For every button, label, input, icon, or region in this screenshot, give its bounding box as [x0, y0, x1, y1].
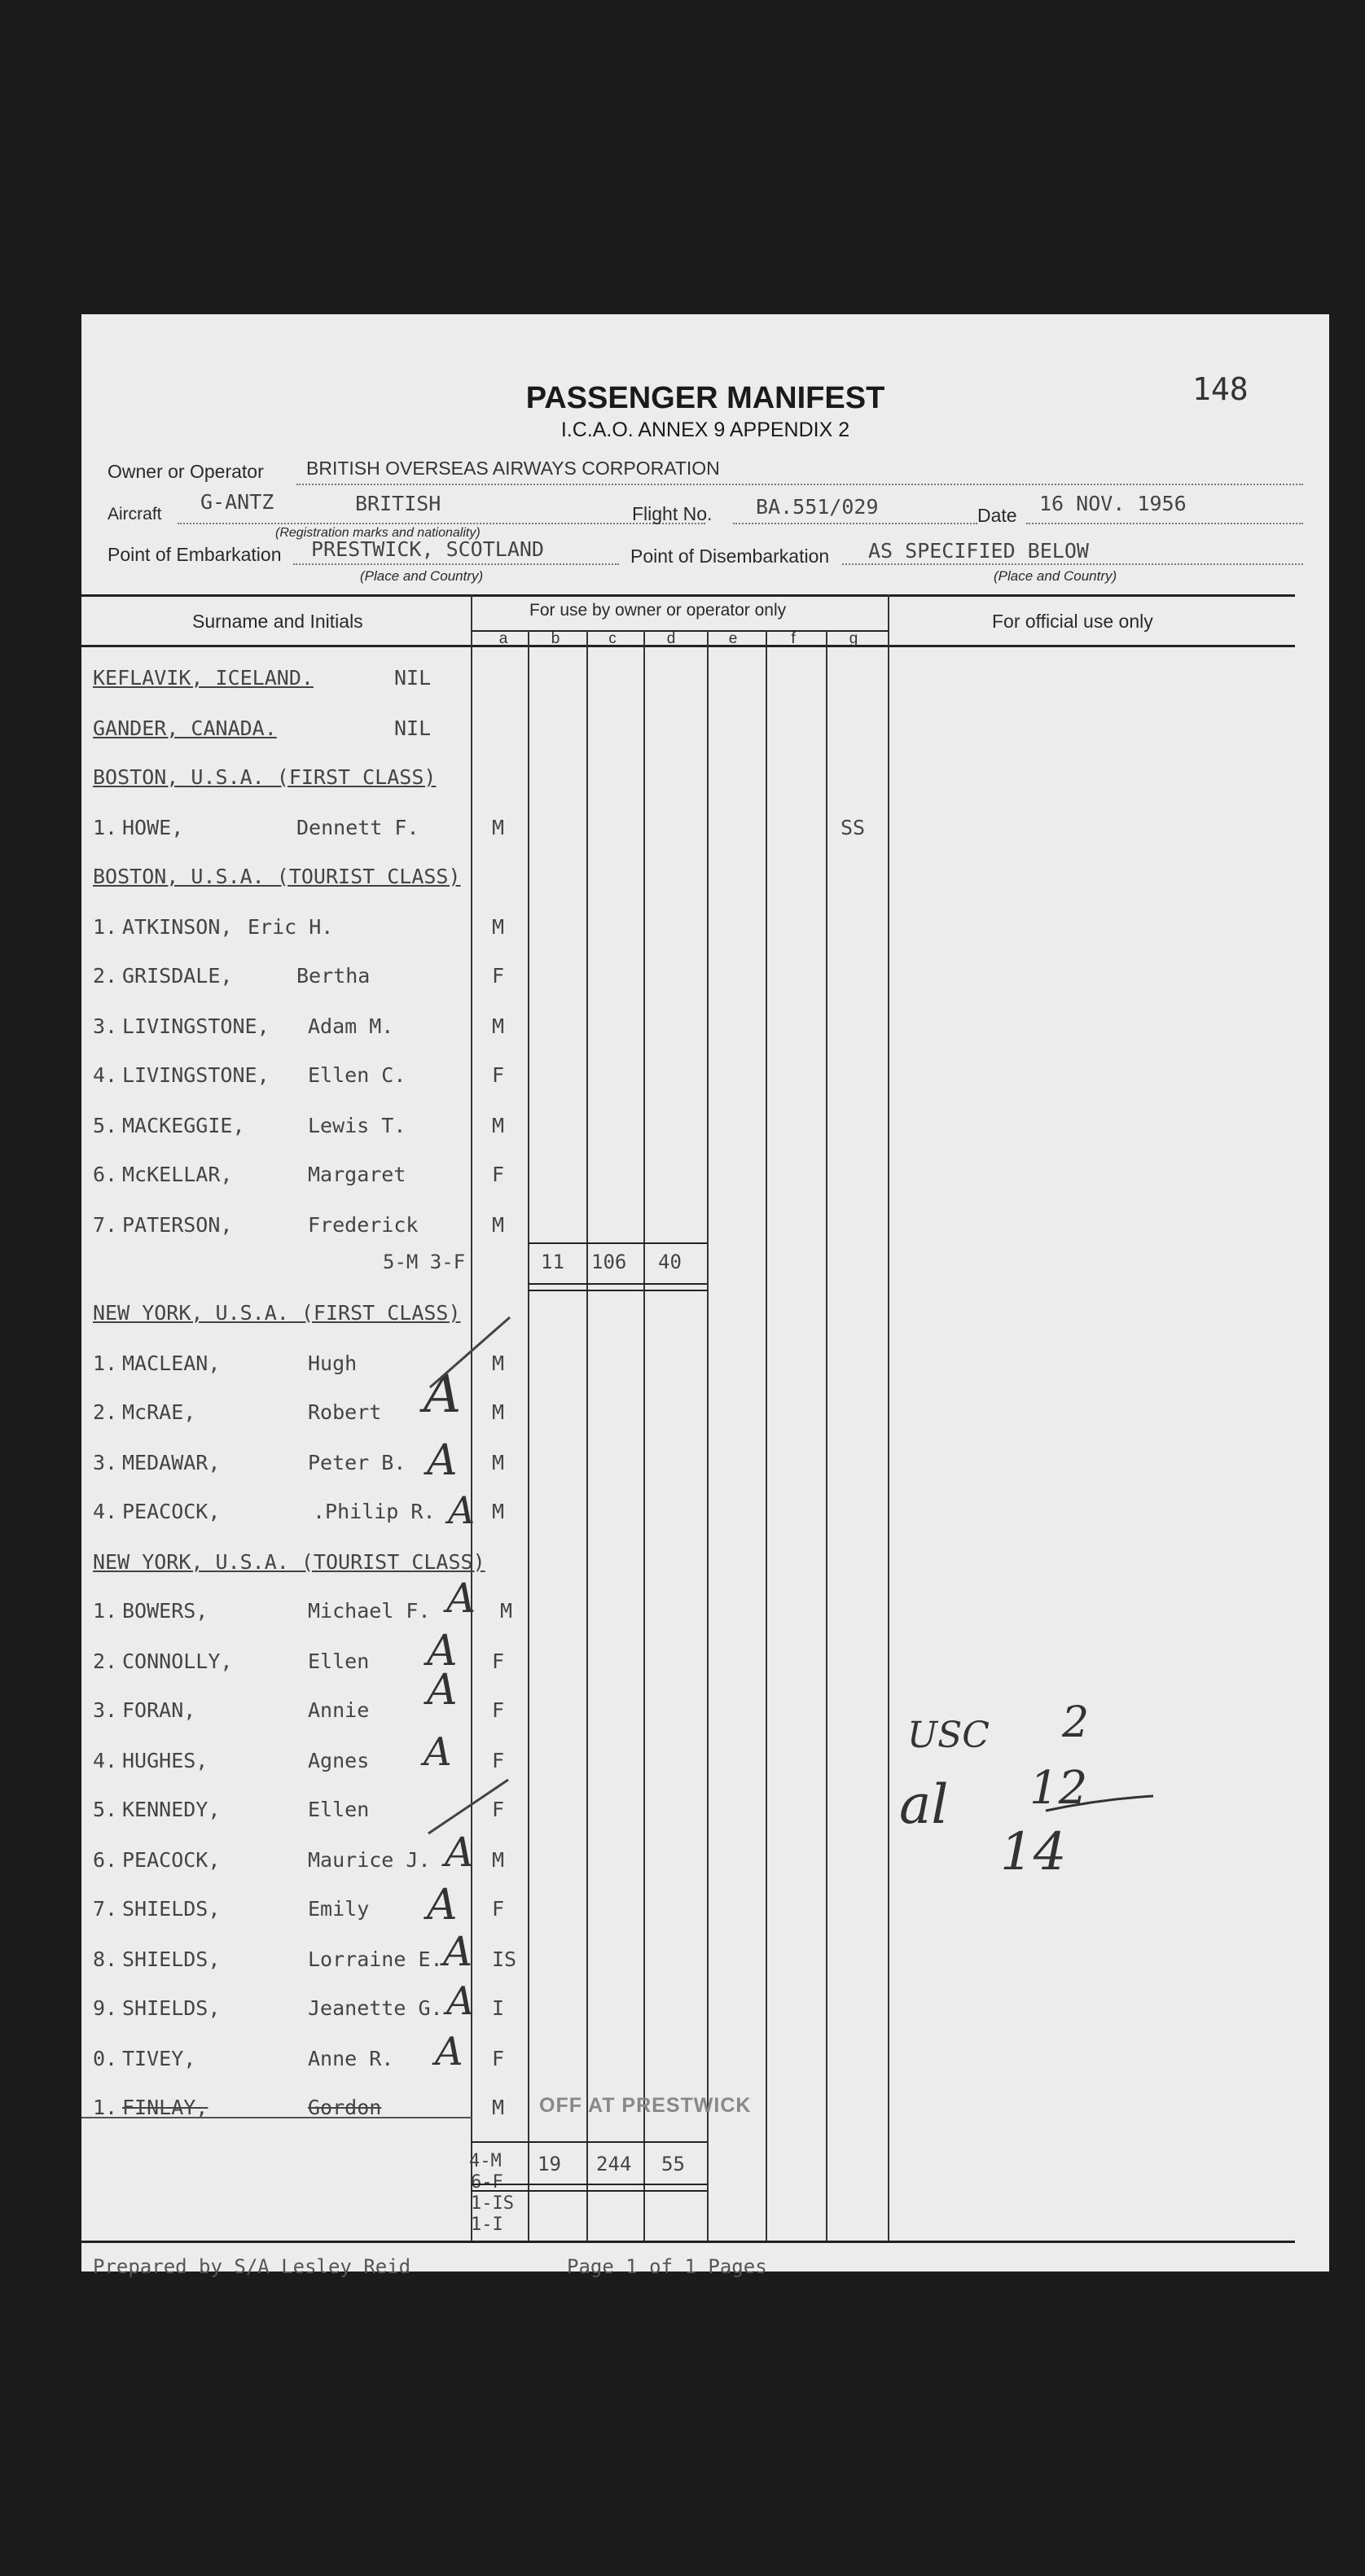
strike-through-line	[81, 2117, 472, 2118]
column-divider	[888, 594, 889, 2241]
embarkation-value: PRESTWICK, SCOTLAND	[311, 537, 544, 561]
passenger-surname: HUGHES,	[122, 1749, 208, 1772]
passenger-given-name: Eric H.	[248, 915, 334, 939]
column-letter-g: g	[849, 630, 858, 647]
passenger-sex: F	[492, 1798, 505, 1821]
passenger-number: 6.	[93, 1848, 118, 1872]
aircraft-label: Aircraft	[108, 505, 162, 524]
check-mark-a: A	[427, 1881, 458, 1930]
owner-label: Owner or Operator	[108, 461, 264, 482]
passenger-given-name: Jeanette G.	[308, 1996, 443, 2020]
page-number: 148	[1192, 371, 1249, 407]
boston-subtotal-label: 5-M 3-F	[383, 1251, 466, 1273]
column-letter-d: d	[666, 630, 676, 647]
passenger-sex: M	[492, 1451, 505, 1474]
boston-subtotal-d: 40	[658, 1251, 682, 1273]
passenger-sex: F	[492, 1897, 505, 1921]
subtotal-box-top	[471, 2141, 707, 2143]
passenger-given-name: Adam M.	[308, 1014, 394, 1038]
passenger-given-name: Ellen	[308, 1649, 370, 1673]
passenger-given-name: Dennett F.	[296, 816, 419, 839]
place-note-right: (Place and Country)	[994, 568, 1117, 584]
check-mark-a: A	[435, 2029, 463, 2074]
disembarkation-label: Point of Disembarkation	[630, 545, 830, 567]
passenger-surname: TIVEY,	[122, 2047, 196, 2070]
passenger-surname: LIVINGSTONE,	[122, 1014, 270, 1038]
passenger-given-name: Annie	[308, 1698, 370, 1722]
passenger-surname: ATKINSON,	[122, 915, 233, 939]
passenger-number: 2.	[93, 1649, 118, 1673]
passenger-sex: F	[492, 964, 505, 988]
passenger-number: 1.	[93, 2096, 118, 2119]
passenger-surname: MACLEAN,	[122, 1352, 221, 1375]
official-note-total: 14	[1000, 1822, 1067, 1882]
passenger-number: 3.	[93, 1451, 118, 1474]
ny-subtotal-b: 19	[538, 2153, 561, 2175]
passenger-surname: GRISDALE,	[122, 964, 233, 988]
place-note-left: (Place and Country)	[360, 568, 484, 584]
passenger-sex: F	[492, 1749, 505, 1772]
passenger-column-g: SS	[841, 816, 866, 839]
passenger-number: 5.	[93, 1798, 118, 1821]
passenger-given-name: Ellen	[308, 1798, 370, 1821]
aircraft-nationality: BRITISH	[355, 492, 441, 515]
flight-date: 16 NOV. 1956	[1039, 492, 1187, 515]
registration-note: (Registration marks and nationality)	[275, 526, 481, 540]
owner-line	[296, 484, 1303, 485]
passenger-sex: M	[492, 816, 505, 839]
passenger-number: 6.	[93, 1163, 118, 1186]
check-mark-a: A	[445, 1829, 475, 1876]
passenger-given-name: Maurice J.	[308, 1848, 431, 1872]
passenger-given-name: Frederick	[308, 1213, 419, 1237]
section-title: BOSTON, U.S.A. (TOURIST CLASS)	[93, 865, 461, 888]
passenger-number: 9.	[93, 1996, 118, 2020]
passenger-given-name: Gordon	[308, 2096, 382, 2119]
check-stroke	[422, 1312, 520, 1394]
subtotal-box-top	[528, 1242, 707, 1244]
passenger-sex: I	[492, 1996, 505, 2020]
passenger-sex: M	[492, 1500, 505, 1523]
check-mark-a: A	[424, 1729, 452, 1775]
subtotal-double-rule	[471, 2184, 707, 2185]
passenger-sex: IS	[492, 1947, 517, 1971]
check-mark-a: A	[448, 1488, 476, 1532]
prepared-by: Prepared by S/A Lesley Reid	[93, 2255, 411, 2278]
passenger-sex: M	[492, 1114, 505, 1137]
column-divider	[766, 630, 767, 2241]
section-title: KEFLAVIK, ICELAND.	[93, 666, 314, 690]
passenger-number: 4.	[93, 1500, 118, 1523]
manifest-sheet	[81, 314, 1329, 2278]
ny-subtotal-a-2: 6-F	[471, 2172, 503, 2193]
passenger-surname: SHIELDS,	[122, 1897, 221, 1921]
boston-subtotal-c: 106	[591, 1251, 627, 1273]
passenger-surname: PEACOCK,	[122, 1848, 221, 1872]
column-divider	[707, 630, 709, 2241]
passenger-sex: F	[492, 1063, 505, 1087]
passenger-sex: F	[492, 2047, 505, 2070]
official-note-usc: USC	[907, 1715, 990, 1756]
passenger-surname: HOWE,	[122, 816, 184, 839]
subtotal-double-rule	[528, 1283, 707, 1285]
passenger-number: 5.	[93, 1114, 118, 1137]
passenger-surname: PEACOCK,	[122, 1500, 221, 1523]
passenger-number: 7.	[93, 1213, 118, 1237]
passenger-number: 2.	[93, 964, 118, 988]
table-top-rule	[81, 594, 1295, 597]
passenger-number: 1.	[93, 1599, 118, 1623]
aircraft-line	[178, 523, 705, 524]
official-note-al-value: 12	[1029, 1762, 1088, 1815]
column-letter-f: f	[791, 630, 796, 647]
passenger-given-name: Ellen C.	[308, 1063, 406, 1087]
passenger-number: 3.	[93, 1698, 118, 1722]
passenger-number: 8.	[93, 1947, 118, 1971]
passenger-number: 3.	[93, 1014, 118, 1038]
passenger-number: 1.	[93, 816, 118, 839]
column-letter-e: e	[728, 630, 738, 647]
passenger-surname: KENNEDY,	[122, 1798, 221, 1821]
owner-value: BRITISH OVERSEAS AIRWAYS CORPORATION	[306, 458, 720, 479]
form-subtitle: I.C.A.O. ANNEX 9 APPENDIX 2	[560, 418, 850, 441]
page-count: Page 1 of 1 Pages	[567, 2255, 767, 2278]
passenger-sex: M	[492, 915, 505, 939]
disembarkation-value: AS SPECIFIED BELOW	[868, 539, 1089, 563]
passenger-number: 4.	[93, 1063, 118, 1087]
official-note-usc-value: 2	[1062, 1698, 1090, 1747]
passenger-given-name: Anne R.	[308, 2047, 394, 2070]
passenger-sex: M	[492, 1213, 505, 1237]
column-letter-c: c	[608, 630, 617, 647]
ny-subtotal-d: 55	[661, 2153, 685, 2175]
passenger-number: 1.	[93, 915, 118, 939]
passenger-surname: MEDAWAR,	[122, 1451, 221, 1474]
passenger-given-name: Agnes	[308, 1749, 370, 1772]
column-divider	[586, 630, 588, 2241]
passenger-sex: F	[492, 1698, 505, 1722]
ny-subtotal-c: 244	[596, 2153, 632, 2175]
passenger-number: 4.	[93, 1749, 118, 1772]
off-at-prestwick-stamp: OFF AT PRESTWICK	[539, 2094, 752, 2117]
operator-column-header: For use by owner or operator only	[529, 601, 787, 620]
table-bottom-rule	[81, 2241, 1295, 2243]
passenger-sex: M	[492, 1014, 505, 1038]
passenger-given-name: Bertha	[296, 964, 371, 988]
passenger-surname: FORAN,	[122, 1698, 196, 1722]
column-letter-a: a	[498, 630, 508, 647]
passenger-sex: M	[492, 1352, 505, 1375]
passenger-sex: M	[492, 1848, 505, 1872]
ny-subtotal-a-1: 4-M	[469, 2151, 502, 2171]
passenger-surname: SHIELDS,	[122, 1947, 221, 1971]
passenger-given-name: Michael F.	[308, 1599, 431, 1623]
column-divider	[826, 630, 827, 2241]
section-status: NIL	[394, 716, 432, 740]
check-mark-a: A	[424, 1365, 462, 1425]
check-stroke	[420, 1775, 518, 1840]
check-mark-a: A	[427, 1436, 458, 1485]
passenger-given-name: Hugh	[308, 1352, 358, 1375]
embarkation-label: Point of Embarkation	[108, 544, 282, 565]
passenger-sex: M	[500, 1599, 513, 1623]
column-letter-b: b	[551, 630, 560, 647]
flight-number: BA.551/029	[756, 495, 879, 519]
passenger-given-name: Peter B.	[308, 1451, 406, 1474]
embarkation-line	[293, 563, 619, 565]
passenger-given-name: .Philip R.	[313, 1500, 436, 1523]
disembarkation-line	[842, 563, 1303, 565]
ny-subtotal-a-4: 1-I	[471, 2215, 503, 2235]
subtotal-double-rule	[471, 2190, 707, 2192]
section-title: NEW YORK, U.S.A. (FIRST CLASS)	[93, 1301, 461, 1325]
boston-subtotal-b: 11	[541, 1251, 564, 1273]
subtotal-double-rule	[528, 1290, 707, 1291]
ny-subtotal-a-3: 1-IS	[471, 2193, 514, 2214]
surname-column-header: Surname and Initials	[192, 611, 363, 632]
date-line	[1026, 523, 1303, 524]
passenger-given-name: Robert	[308, 1400, 382, 1424]
passenger-number: 7.	[93, 1897, 118, 1921]
passenger-surname: LIVINGSTONE,	[122, 1063, 270, 1087]
form-title: PASSENGER MANIFEST	[525, 381, 885, 415]
official-note-underline	[1042, 1791, 1157, 1816]
section-status: NIL	[394, 666, 432, 690]
passenger-given-name: Margaret	[308, 1163, 406, 1186]
passenger-given-name: Lorraine E.	[308, 1947, 443, 1971]
section-title: BOSTON, U.S.A. (FIRST CLASS)	[93, 765, 437, 789]
passenger-number: 2.	[93, 1400, 118, 1424]
passenger-sex: F	[492, 1163, 505, 1186]
check-mark-a: A	[427, 1627, 458, 1676]
passenger-sex: M	[492, 1400, 505, 1424]
passenger-surname: McRAE,	[122, 1400, 196, 1424]
official-note-al: al	[899, 1773, 949, 1836]
official-column-header: For official use only	[992, 611, 1153, 632]
passenger-surname: MACKEGGIE,	[122, 1114, 245, 1137]
passenger-number: 1.	[93, 1352, 118, 1375]
passenger-number: 0.	[93, 2047, 118, 2070]
passenger-surname: FINLAY,	[122, 2096, 208, 2119]
check-mark-a: A	[446, 1978, 475, 2024]
passenger-given-name: Lewis T.	[308, 1114, 406, 1137]
column-divider	[528, 630, 529, 2241]
check-mark-a: A	[427, 1666, 458, 1715]
check-mark-a: A	[446, 1575, 476, 1622]
flight-label: Flight No.	[632, 503, 713, 524]
column-divider	[643, 630, 645, 2241]
passenger-surname: SHIELDS,	[122, 1996, 221, 2020]
date-label: Date	[977, 505, 1017, 526]
flight-line	[733, 523, 977, 524]
passenger-sex: F	[492, 1649, 505, 1673]
aircraft-registration: G-ANTZ	[200, 490, 274, 514]
passenger-sex: M	[492, 2096, 505, 2119]
passenger-given-name: Emily	[308, 1897, 370, 1921]
passenger-surname: McKELLAR,	[122, 1163, 233, 1186]
section-title: NEW YORK, U.S.A. (TOURIST CLASS)	[93, 1550, 485, 1574]
passenger-surname: CONNOLLY,	[122, 1649, 233, 1673]
passenger-surname: PATERSON,	[122, 1213, 233, 1237]
check-mark-a: A	[443, 1928, 473, 1975]
passenger-surname: BOWERS,	[122, 1599, 208, 1623]
section-title: GANDER, CANADA.	[93, 716, 277, 740]
